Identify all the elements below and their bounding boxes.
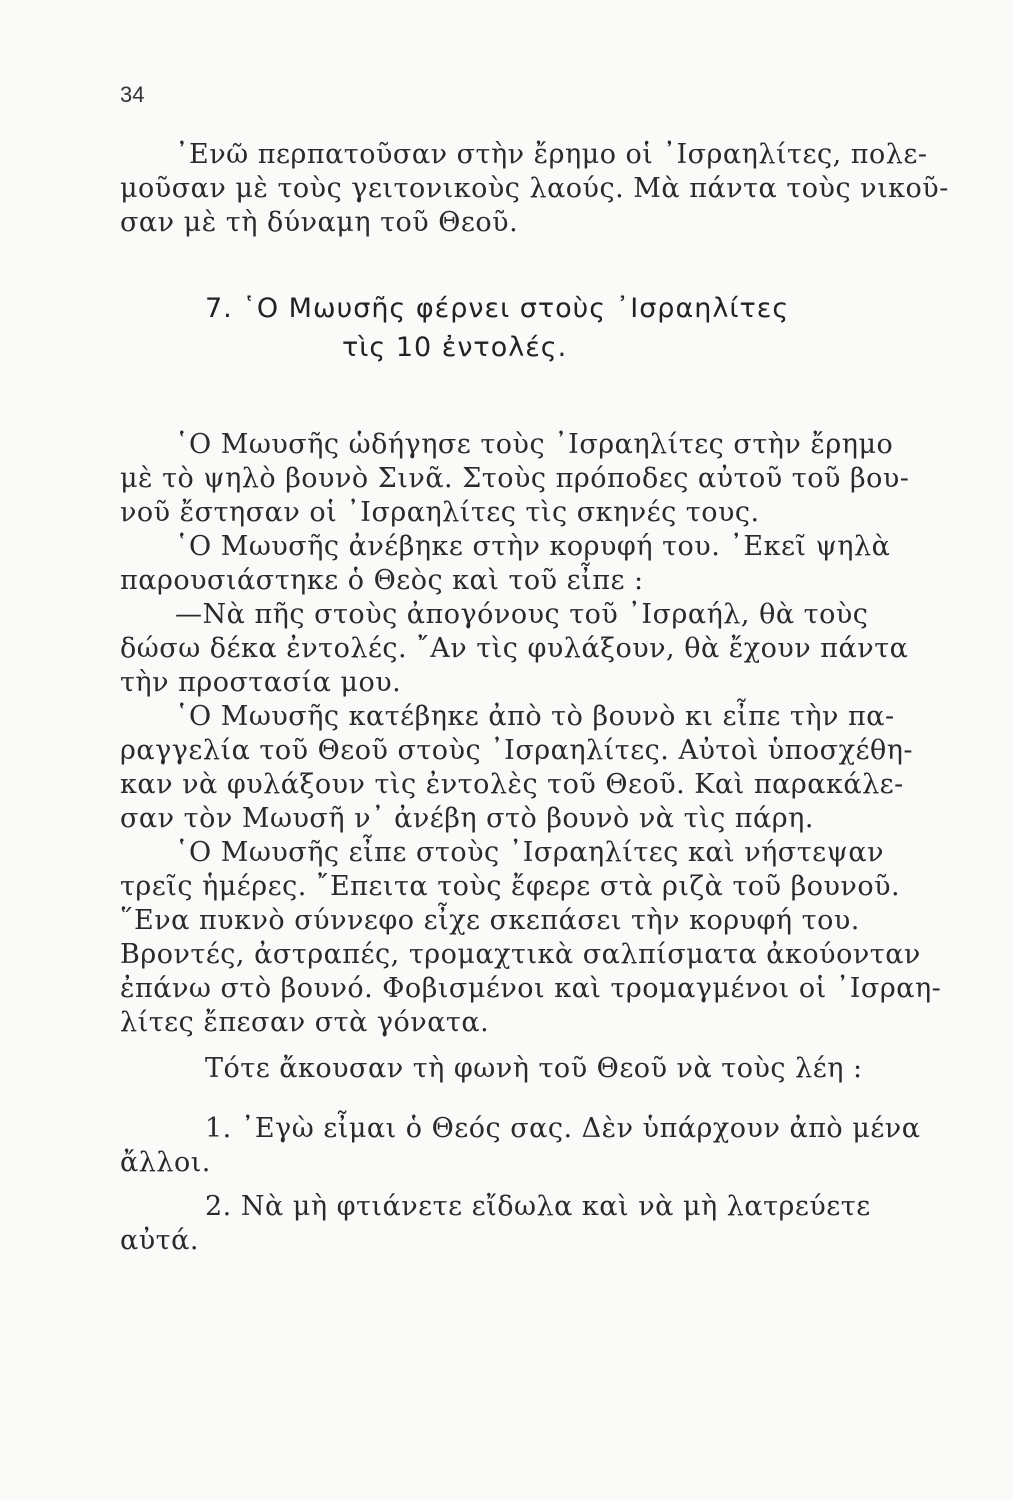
body-line: τρεῖς ἡμέρες. ῎Επειτα τοὺς ἔφερε στὰ ριζὰ τοῦ βουνοῦ. bbox=[120, 871, 901, 902]
section-title: 7. ῾Ο Μωυσῆς φέρνει στοὺς ᾽Ισραηλίτες bbox=[205, 293, 790, 324]
body-line: τὴν προστασία μου. bbox=[120, 667, 402, 698]
intro-line: ᾽Ενῶ περπατοῦσαν στὴν ἔρημο οἱ ᾽Ισραηλίτες, πολε- bbox=[175, 139, 928, 170]
body-line: δώσω δέκα ἐντολές. ῎Αν τὶς φυλάξουν, θὰ ἔχουν πάντα bbox=[120, 633, 909, 664]
body-line: νοῦ ἔστησαν οἱ ᾽Ισραηλίτες τὶς σκηνές τους. bbox=[120, 497, 760, 528]
body-line: καν νὰ φυλάξουν τὶς ἐντολὲς τοῦ Θεοῦ. Καὶ παρακάλε- bbox=[120, 769, 904, 800]
body-line: ῞Ενα πυκνὸ σύννεφο εἶχε σκεπάσει τὴν κορυφή του. bbox=[120, 905, 860, 936]
intro-line: μοῦσαν μὲ τοὺς γειτονικοὺς λαούς. Μὰ πάντα τοὺς νικοῦ- bbox=[120, 173, 949, 204]
body-line: ῾Ο Μωυσῆς εἶπε στοὺς ᾽Ισραηλίτες καὶ νήστεψαν bbox=[175, 837, 884, 868]
body-line: ῾Ο Μωυσῆς ὡδήγησε τοὺς ᾽Ισραηλίτες στὴν ἔρημο bbox=[175, 429, 894, 460]
body-line: —Νὰ πῆς στοὺς ἀπογόνους τοῦ ᾽Ισραήλ, θὰ τοὺς bbox=[175, 599, 869, 630]
body-line: ἄλλοι. bbox=[120, 1147, 211, 1178]
section-title-continued: τὶς 10 ἐντολές. bbox=[342, 332, 568, 363]
body-line: ῾Ο Μωυσῆς ἀνέβηκε στὴν κορυφή του. ᾽Εκεῖ ψηλὰ bbox=[175, 531, 891, 562]
intro-line: σαν μὲ τὴ δύναμη τοῦ Θεοῦ. bbox=[120, 207, 519, 238]
body-line: 1. ᾽Εγὼ εἶμαι ὁ Θεός σας. Δὲν ὑπάρχουν ἀπὸ μένα bbox=[205, 1113, 921, 1144]
body-line: λίτες ἔπεσαν στὰ γόνατα. bbox=[120, 1007, 490, 1038]
body-line: σαν τὸν Μωυσῆ ν᾽ ἀνέβη στὸ βουνὸ νὰ τὶς πάρη. bbox=[120, 803, 814, 834]
body-line: μὲ τὸ ψηλὸ βουνὸ Σινᾶ. Στοὺς πρόποδες αὐτοῦ τοῦ βου- bbox=[120, 463, 910, 494]
body-line: αὐτά. bbox=[120, 1225, 199, 1256]
body-line: παρουσιάστηκε ὁ Θεὸς καὶ τοῦ εἶπε : bbox=[120, 565, 644, 596]
body-line: Βροντές, ἀστραπές, τρομαχτικὰ σαλπίσματα ἀκούονταν bbox=[120, 939, 921, 970]
body-line: ἐπάνω στὸ βουνό. Φοβισμένοι καὶ τρομαγμένοι οἱ ᾽Ισραη- bbox=[120, 973, 942, 1004]
body-line: Τότε ἄκουσαν τὴ φωνὴ τοῦ Θεοῦ νὰ τοὺς λέη : bbox=[205, 1053, 863, 1084]
body-line: ῾Ο Μωυσῆς κατέβηκε ἀπὸ τὸ βουνὸ κι εἶπε τὴν πα- bbox=[175, 701, 895, 732]
page-number: 34 bbox=[120, 82, 145, 107]
body-line: ραγγελία τοῦ Θεοῦ στοὺς ᾽Ισραηλίτες. Αὐτοὶ ὑποσχέθη- bbox=[120, 735, 913, 766]
body-line: 2. Νὰ μὴ φτιάνετε εἴδωλα καὶ νὰ μὴ λατρεύετε bbox=[205, 1191, 871, 1222]
